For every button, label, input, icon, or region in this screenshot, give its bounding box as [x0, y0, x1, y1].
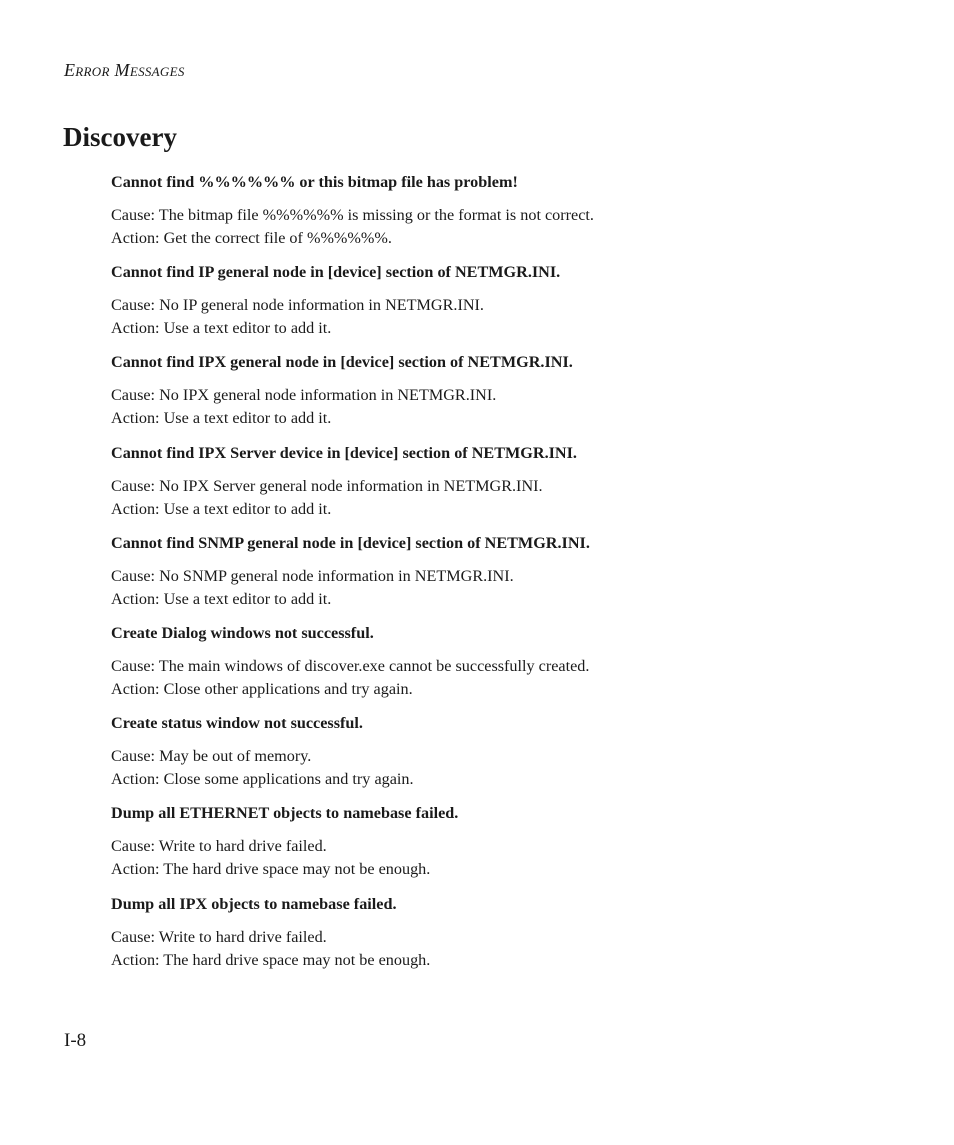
error-cause: Cause: The bitmap file %%%%%% is missing or the format is not correct.	[111, 206, 594, 224]
error-entry	[111, 351, 891, 441]
error-heading: Cannot find SNMP general node in [device] section of NETMGR.INI.	[111, 533, 590, 552]
page-number: I-8	[64, 1030, 87, 1051]
running-header-rest-2: ESSAGES	[129, 64, 185, 79]
error-heading: Cannot find %%%%%% or this bitmap file has problem!	[111, 173, 518, 191]
error-entry	[111, 261, 891, 351]
error-action: Action: Get the correct file of %%%%%%.	[111, 229, 392, 247]
error-cause: Cause: Write to hard drive failed.	[111, 837, 327, 856]
error-action: Action: The hard drive space may not be enough.	[111, 950, 431, 969]
error-action: Action: Use a text editor to add it.	[111, 319, 332, 338]
running-header-rest-1: RROR	[75, 64, 110, 79]
error-heading: Create Dialog windows not successful.	[111, 623, 374, 642]
error-cause: Cause: May be out of memory.	[111, 747, 312, 766]
error-heading: Cannot find IPX Server device in [device] section of NETMGR.INI.	[111, 443, 577, 462]
error-cause: Cause: The main windows of discover.exe cannot be successfully created.	[111, 656, 590, 675]
error-heading: Cannot find IPX general node in [device] section of NETMGR.INI.	[111, 353, 573, 372]
error-action: Action: Close some applications and try again.	[111, 770, 414, 789]
error-action: Action: Use a text editor to add it.	[111, 409, 332, 428]
section-title: Discovery	[63, 122, 177, 152]
error-cause: Cause: No SNMP general node information in NETMGR.INI.	[111, 566, 514, 585]
error-heading: Create status window not successful.	[111, 714, 363, 733]
running-header	[64, 58, 185, 84]
error-heading: Dump all ETHERNET objects to namebase failed.	[111, 804, 459, 823]
error-entry	[111, 893, 891, 983]
running-header-initial-2: M	[114, 60, 130, 80]
error-entry	[111, 442, 891, 532]
error-cause: Cause: Write to hard drive failed.	[111, 927, 327, 946]
error-entry	[111, 802, 891, 892]
error-entry	[111, 712, 891, 802]
error-action: Action: Use a text editor to add it.	[111, 589, 332, 608]
error-action: Action: Use a text editor to add it.	[111, 499, 332, 518]
error-entry	[111, 171, 891, 261]
error-message-list	[111, 171, 891, 983]
error-entry	[111, 532, 891, 622]
error-cause: Cause: No IPX Server general node information in NETMGR.INI.	[111, 476, 543, 495]
error-heading: Dump all IPX objects to namebase failed.	[111, 894, 397, 913]
error-entry	[111, 622, 891, 712]
running-header-initial-1: E	[64, 60, 76, 80]
error-heading: Cannot find IP general node in [device] section of NETMGR.INI.	[111, 263, 561, 282]
error-action: Action: The hard drive space may not be enough.	[111, 860, 431, 879]
error-cause: Cause: No IPX general node information in NETMGR.INI.	[111, 386, 497, 405]
error-action: Action: Close other applications and try again.	[111, 679, 413, 698]
error-cause: Cause: No IP general node information in NETMGR.INI.	[111, 296, 484, 315]
